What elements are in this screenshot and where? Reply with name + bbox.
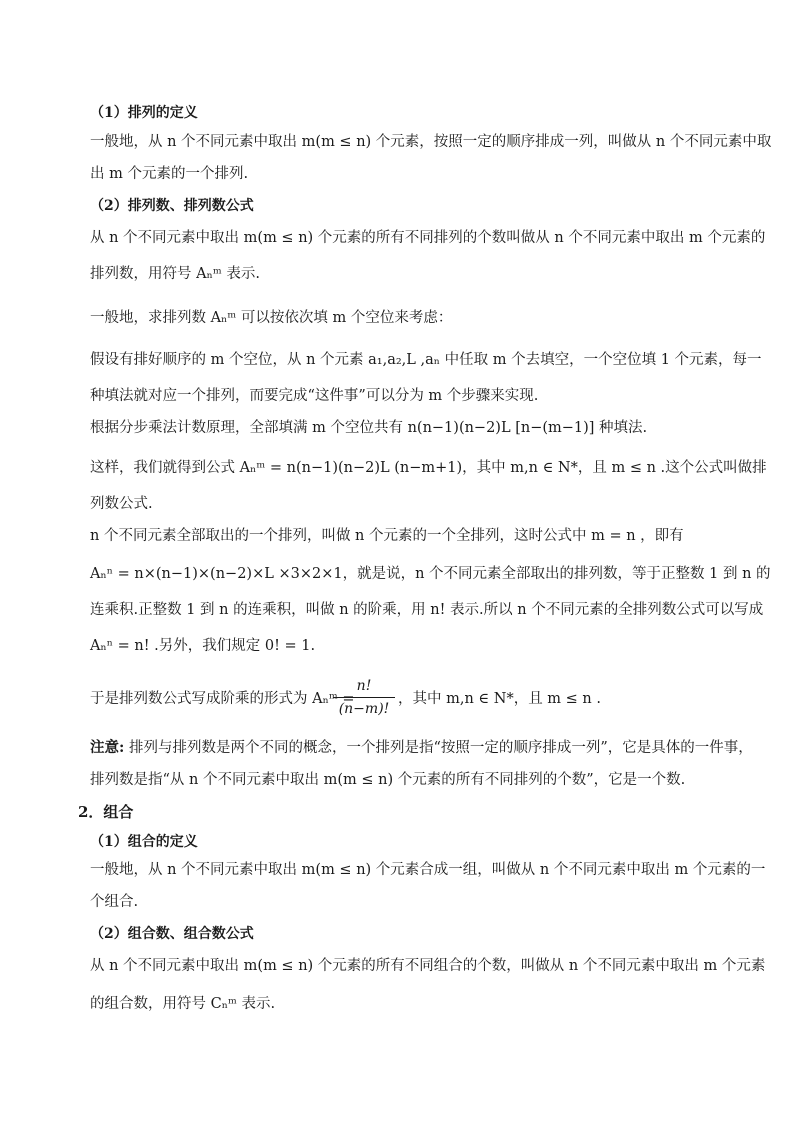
paragraph-line: 出 m 个元素的一个排列.	[90, 166, 249, 182]
paragraph-line: 假设有排好顺序的 m 个空位，从 n 个元素 a₁,a₂,L ,aₙ 中任取 m 个去填空，一个空位填 1 个元素，每一	[90, 352, 762, 368]
paragraph-line: 根据分步乘法计数原理，全部填满 m 个空位共有 n(n−1)(n−2)L [n−(m−1)] 种填法.	[90, 420, 648, 436]
factorial-fraction	[333, 677, 395, 718]
formula-line-left: 于是排列数公式写成阶乘的形式为 Aₙᵐ =	[90, 691, 355, 707]
note-label: 注意:	[90, 739, 125, 756]
note-line	[90, 738, 753, 758]
paragraph-line: 种填法就对应一个排列，而要完成“这件事”可以分为 m 个步骤来实现.	[90, 388, 539, 404]
paragraph-line: 连乘积.正整数 1 到 n 的连乘积，叫做 n 的阶乘，用 n! 表示.所以 n 个不同元素的全排列数公式可以写成	[90, 602, 764, 618]
paragraph-line: 列数公式.	[90, 496, 153, 512]
heading-permutation-number: （2）排列数、排列数公式	[90, 198, 254, 214]
paragraph-line: Aₙⁿ = n×(n−1)×(n−2)×L ×3×2×1，就是说，n 个不同元素全部取出的排列数，等于正整数 1 到 n 的	[90, 566, 771, 582]
paragraph-line: 的组合数，用符号 Cₙᵐ 表示.	[90, 996, 276, 1012]
paragraph-line: 个组合.	[90, 894, 139, 910]
section-heading-combination: 2．组合	[78, 803, 134, 821]
paragraph-line: 这样，我们就得到公式 Aₙᵐ = n(n−1)(n−2)L (n−m+1)，其中 m,n ∈ N*，且 m ≤ n .这个公式叫做排	[90, 460, 767, 476]
paragraph-line: 从 n 个不同元素中取出 m(m ≤ n) 个元素的所有不同排列的个数叫做从 n 个不同元素中取出 m 个元素的	[90, 230, 766, 246]
paragraph-line: 排列数是指“从 n 个不同元素中取出 m(m ≤ n) 个元素的所有不同排列的个数”，它是一个数.	[90, 772, 686, 788]
note-text: 排列与排列数是两个不同的概念，一个排列是指“按照一定的顺序排成一列”，它是具体的一件事，	[124, 740, 753, 756]
paragraph-line: Aₙⁿ = n! .另外，我们规定 0! = 1.	[90, 638, 316, 654]
paragraph-line: 排列数，用符号 Aₙᵐ 表示.	[90, 266, 260, 282]
heading-combination-definition: （1）组合的定义	[90, 834, 198, 850]
heading-combination-number: （2）组合数、组合数公式	[90, 926, 254, 942]
formula-line-right: ，其中 m,n ∈ N*，且 m ≤ n .	[398, 691, 601, 707]
paragraph-line: n 个不同元素全部取出的一个排列，叫做 n 个元素的一个全排列，这时公式中 m = n ，即有	[90, 528, 684, 544]
paragraph-line: 一般地，求排列数 Aₙᵐ 可以按依次填 m 个空位来考虑：	[90, 310, 453, 326]
paragraph-line: 一般地，从 n 个不同元素中取出 m(m ≤ n) 个元素合成一组，叫做从 n 个不同元素中取出 m 个元素的一	[90, 862, 766, 878]
fraction-bar	[333, 697, 395, 698]
heading-permutation-definition: （1）排列的定义	[90, 105, 198, 121]
paragraph-line: 一般地，从 n 个不同元素中取出 m(m ≤ n) 个元素，按照一定的顺序排成一列，叫做从 n 个不同元素中取	[90, 134, 772, 150]
fraction-numerator: n!	[356, 678, 372, 694]
paragraph-line: 从 n 个不同元素中取出 m(m ≤ n) 个元素的所有不同组合的个数，叫做从 n 个不同元素中取出 m 个元素	[90, 958, 766, 974]
fraction-denominator: (n−m)!	[338, 701, 390, 717]
